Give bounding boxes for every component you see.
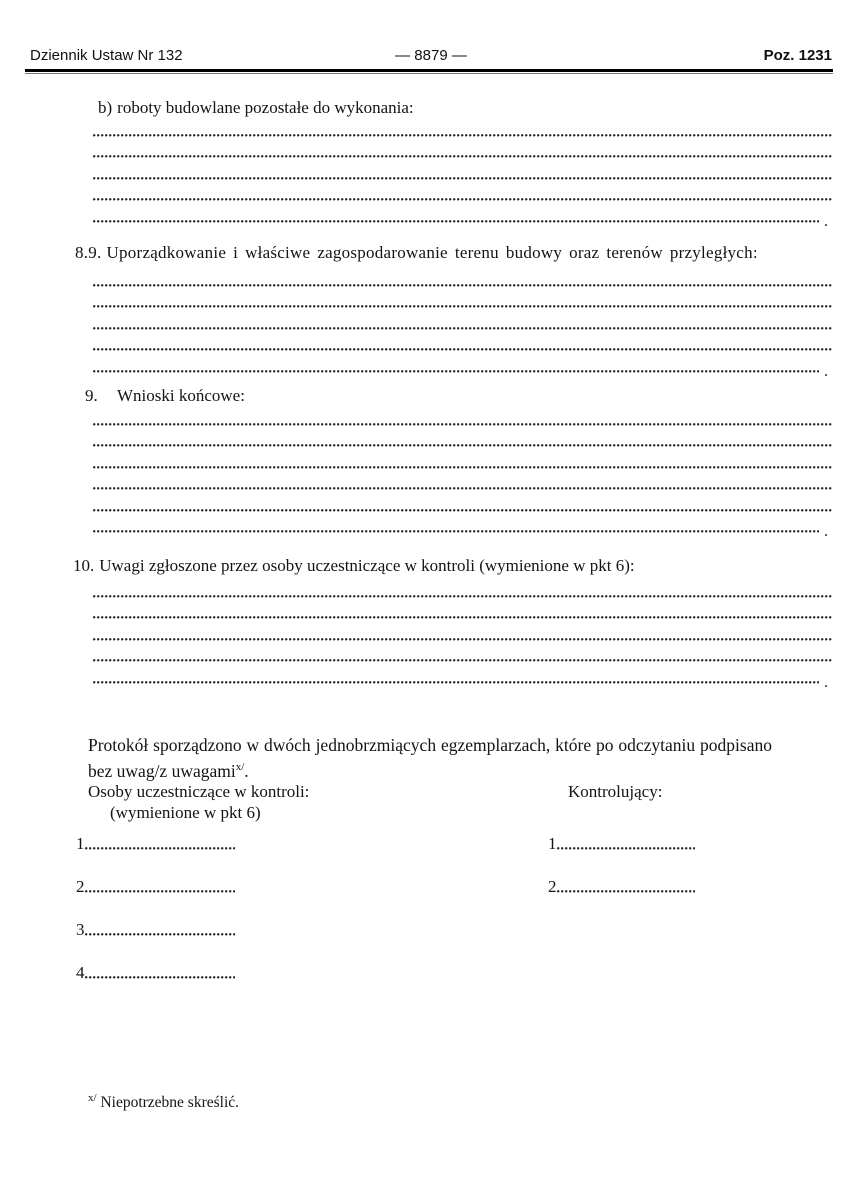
- footnote-text: Niepotrzebne skreślić.: [100, 1094, 240, 1112]
- signature-column-participants: [76, 782, 356, 1002]
- section-number: 10.: [73, 556, 95, 575]
- line-end-period: .: [824, 212, 828, 230]
- section-9-final-conclusions: [0, 386, 852, 540]
- signature-line: [548, 873, 788, 897]
- signature-line: [76, 830, 356, 854]
- header-journal-title: Dziennik Ustaw Nr 132: [30, 47, 183, 64]
- dotted-fill: [93, 198, 833, 201]
- blank-dotted-line: [93, 140, 833, 162]
- blank-dotted-line: [93, 161, 833, 183]
- signature-line-number: 1: [548, 834, 557, 853]
- signature-line: [548, 830, 788, 854]
- header-position-number: Poz. 1231: [763, 47, 832, 64]
- section-heading: [85, 386, 852, 406]
- section-number: b): [98, 98, 113, 117]
- blank-dotted-line: [93, 268, 833, 290]
- line-end-period: .: [824, 523, 828, 540]
- dotted-fill: [93, 284, 833, 287]
- dotted-fill: [557, 890, 695, 893]
- dotted-fill: [93, 638, 833, 641]
- blank-dotted-line: [93, 622, 833, 644]
- dotted-fill: [93, 134, 833, 137]
- dotted-fill: [93, 155, 833, 158]
- signature-line-number: 1: [76, 834, 85, 853]
- dotted-fill: [93, 466, 833, 469]
- blank-dotted-line: [93, 601, 833, 623]
- blank-lines-block: [93, 407, 833, 540]
- dotted-fill: [93, 509, 833, 512]
- section-heading: [75, 243, 852, 263]
- dotted-fill: [93, 681, 819, 684]
- section-10-participant-remarks: [0, 556, 852, 691]
- page-header: [30, 47, 832, 64]
- blank-dotted-line: [93, 493, 833, 515]
- section-heading-text: roboty budowlane pozostałe do wykonania:: [117, 98, 414, 117]
- dotted-fill: [557, 847, 695, 850]
- section-b-remaining-works: [0, 98, 852, 230]
- header-rule-shadow: [25, 73, 833, 74]
- footnote: [88, 1092, 239, 1112]
- dotted-fill: [93, 348, 833, 351]
- signature-column-inspectors: [548, 782, 788, 916]
- blank-lines-block: [93, 268, 833, 380]
- blank-dotted-line: [93, 429, 833, 451]
- dotted-fill: [93, 220, 819, 223]
- closing-paragraph-text: Protokół sporządzono w dwóch jednobrzmiących egzemplarzach, które po odczytaniu podpisano bez uwag/z uwagami: [88, 734, 772, 781]
- blank-dotted-line: [93, 644, 833, 666]
- blank-dotted-line: [93, 183, 833, 205]
- dotted-fill: [93, 616, 833, 619]
- dotted-fill: [93, 487, 833, 490]
- dotted-fill: [85, 976, 235, 979]
- section-number: 9.: [85, 386, 98, 405]
- blank-dotted-line: [93, 311, 833, 333]
- dotted-fill: [85, 847, 235, 850]
- dotted-fill: [93, 177, 833, 180]
- dotted-fill: [93, 659, 833, 662]
- dotted-fill: [93, 530, 819, 533]
- footnote-marker: x/: [88, 1092, 97, 1104]
- signature-line: [76, 916, 356, 940]
- signature-line: [76, 873, 356, 897]
- blank-dotted-line: [93, 515, 833, 540]
- signature-lines: [76, 830, 356, 983]
- dotted-fill: [93, 370, 819, 373]
- section-heading-text: Uwagi zgłoszone przez osoby uczestniczące w kontroli (wymienione w pkt 6):: [99, 556, 635, 575]
- blank-dotted-line: [93, 290, 833, 312]
- dotted-fill: [85, 933, 235, 936]
- signature-line-number: 3: [76, 920, 85, 939]
- dotted-fill: [93, 595, 833, 598]
- dotted-fill: [93, 444, 833, 447]
- section-heading-text: Wnioski końcowe:: [117, 386, 245, 405]
- dotted-fill: [85, 890, 235, 893]
- signature-column-subtitle: (wymienione w pkt 6): [110, 803, 261, 822]
- signature-column-title: Kontrolujący:: [568, 782, 663, 801]
- section-number: 8.9.: [75, 243, 102, 262]
- header-page-number: — 8879 —: [395, 47, 467, 64]
- dotted-fill: [93, 305, 833, 308]
- signature-line-number: 2: [548, 877, 557, 896]
- dotted-fill: [93, 327, 833, 330]
- section-heading: [73, 556, 852, 576]
- section-heading-text: Uporządkowanie i właściwe zagospodarowanie terenu budowy oraz terenów przyległych:: [106, 243, 758, 262]
- blank-lines-block: [93, 579, 833, 691]
- line-end-period: .: [824, 362, 828, 380]
- section-heading: [98, 98, 852, 118]
- dotted-fill: [93, 423, 833, 426]
- blank-dotted-line: [93, 665, 833, 691]
- signature-line: [76, 959, 356, 983]
- footnote-marker-ref: x/: [235, 761, 245, 773]
- signature-line-number: 4: [76, 963, 85, 982]
- line-end-period: .: [824, 673, 828, 691]
- blank-dotted-line: [93, 450, 833, 472]
- blank-dotted-line: [93, 354, 833, 380]
- signature-line-number: 2: [76, 877, 85, 896]
- closing-paragraph-period: .: [244, 760, 249, 781]
- signature-column-title: Osoby uczestniczące w kontroli:: [88, 782, 310, 801]
- closing-paragraph: [88, 734, 772, 783]
- blank-dotted-line: [93, 333, 833, 355]
- blank-lines-block: [93, 118, 833, 230]
- section-8-9-site-tidying: [0, 243, 852, 380]
- signature-lines: [548, 830, 788, 897]
- blank-dotted-line: [93, 204, 833, 230]
- blank-dotted-line: [93, 579, 833, 601]
- header-rule: [25, 69, 833, 72]
- blank-dotted-line: [93, 407, 833, 429]
- blank-dotted-line: [93, 472, 833, 494]
- blank-dotted-line: [93, 118, 833, 140]
